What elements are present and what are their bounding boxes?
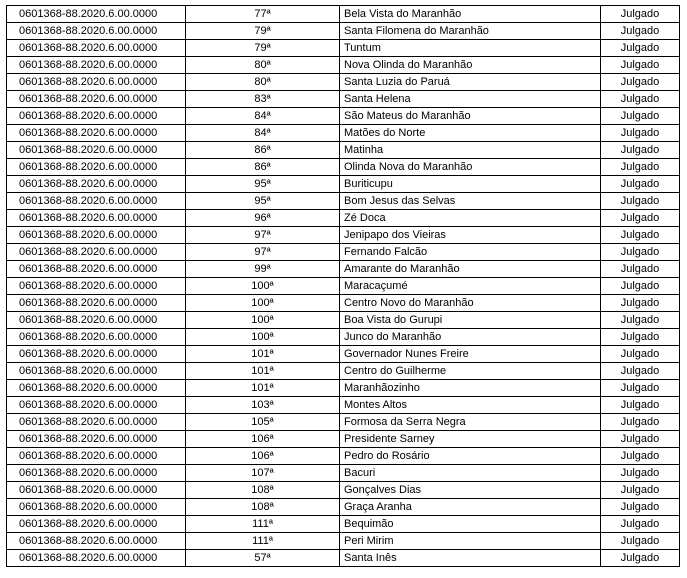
process-table	[6, 5, 680, 567]
status-cell: Julgado	[601, 23, 680, 40]
zone-cell: 100ª	[186, 278, 340, 295]
process-number-cell: 0601368-88.2020.6.00.0000	[7, 91, 186, 108]
zone-cell: 80ª	[186, 74, 340, 91]
process-number-cell: 0601368-88.2020.6.00.0000	[7, 142, 186, 159]
municipality-cell: Governador Nunes Freire	[340, 346, 601, 363]
municipality-cell: Centro Novo do Maranhão	[340, 295, 601, 312]
zone-cell: 101ª	[186, 380, 340, 397]
status-cell: Julgado	[601, 159, 680, 176]
municipality-cell: Amarante do Maranhão	[340, 261, 601, 278]
process-number-cell: 0601368-88.2020.6.00.0000	[7, 210, 186, 227]
status-cell: Julgado	[601, 448, 680, 465]
municipality-cell: Santa Helena	[340, 91, 601, 108]
process-table-container	[6, 5, 679, 567]
process-number-cell: 0601368-88.2020.6.00.0000	[7, 414, 186, 431]
municipality-cell: Bequimão	[340, 516, 601, 533]
status-cell: Julgado	[601, 91, 680, 108]
status-cell: Julgado	[601, 482, 680, 499]
status-cell: Julgado	[601, 74, 680, 91]
status-cell: Julgado	[601, 227, 680, 244]
table-row	[7, 431, 680, 448]
zone-cell: 95ª	[186, 193, 340, 210]
municipality-cell: Matinha	[340, 142, 601, 159]
municipality-cell: Matões do Norte	[340, 125, 601, 142]
municipality-cell: Bacuri	[340, 465, 601, 482]
process-number-cell: 0601368-88.2020.6.00.0000	[7, 278, 186, 295]
process-number-cell: 0601368-88.2020.6.00.0000	[7, 193, 186, 210]
table-row	[7, 193, 680, 210]
process-table-body	[7, 6, 680, 567]
status-cell: Julgado	[601, 550, 680, 567]
status-cell: Julgado	[601, 278, 680, 295]
table-row	[7, 6, 680, 23]
zone-cell: 80ª	[186, 57, 340, 74]
status-cell: Julgado	[601, 431, 680, 448]
process-number-cell: 0601368-88.2020.6.00.0000	[7, 431, 186, 448]
municipality-cell: Zé Doca	[340, 210, 601, 227]
zone-cell: 95ª	[186, 176, 340, 193]
process-number-cell: 0601368-88.2020.6.00.0000	[7, 329, 186, 346]
zone-cell: 108ª	[186, 482, 340, 499]
municipality-cell: Graça Aranha	[340, 499, 601, 516]
process-number-cell: 0601368-88.2020.6.00.0000	[7, 108, 186, 125]
table-row	[7, 57, 680, 74]
zone-cell: 100ª	[186, 329, 340, 346]
table-row	[7, 482, 680, 499]
municipality-cell: Maracaçumé	[340, 278, 601, 295]
municipality-cell: Jenipapo dos Vieiras	[340, 227, 601, 244]
status-cell: Julgado	[601, 312, 680, 329]
process-number-cell: 0601368-88.2020.6.00.0000	[7, 482, 186, 499]
status-cell: Julgado	[601, 210, 680, 227]
municipality-cell: Gonçalves Dias	[340, 482, 601, 499]
process-number-cell: 0601368-88.2020.6.00.0000	[7, 499, 186, 516]
status-cell: Julgado	[601, 346, 680, 363]
municipality-cell: Fernando Falcão	[340, 244, 601, 261]
zone-cell: 57ª	[186, 550, 340, 567]
table-row	[7, 533, 680, 550]
process-number-cell: 0601368-88.2020.6.00.0000	[7, 295, 186, 312]
municipality-cell: Montes Altos	[340, 397, 601, 414]
municipality-cell: São Mateus do Maranhão	[340, 108, 601, 125]
zone-cell: 83ª	[186, 91, 340, 108]
table-row	[7, 516, 680, 533]
table-row	[7, 346, 680, 363]
zone-cell: 101ª	[186, 346, 340, 363]
table-row	[7, 91, 680, 108]
zone-cell: 107ª	[186, 465, 340, 482]
zone-cell: 100ª	[186, 312, 340, 329]
municipality-cell: Junco do Maranhão	[340, 329, 601, 346]
process-number-cell: 0601368-88.2020.6.00.0000	[7, 380, 186, 397]
status-cell: Julgado	[601, 329, 680, 346]
status-cell: Julgado	[601, 57, 680, 74]
status-cell: Julgado	[601, 261, 680, 278]
process-number-cell: 0601368-88.2020.6.00.0000	[7, 23, 186, 40]
process-number-cell: 0601368-88.2020.6.00.0000	[7, 227, 186, 244]
zone-cell: 86ª	[186, 142, 340, 159]
process-number-cell: 0601368-88.2020.6.00.0000	[7, 363, 186, 380]
table-row	[7, 74, 680, 91]
status-cell: Julgado	[601, 125, 680, 142]
zone-cell: 79ª	[186, 40, 340, 57]
zone-cell: 108ª	[186, 499, 340, 516]
status-cell: Julgado	[601, 465, 680, 482]
municipality-cell: Bela Vista do Maranhão	[340, 6, 601, 23]
table-row	[7, 125, 680, 142]
municipality-cell: Santa Inês	[340, 550, 601, 567]
table-row	[7, 397, 680, 414]
status-cell: Julgado	[601, 363, 680, 380]
status-cell: Julgado	[601, 295, 680, 312]
table-row	[7, 176, 680, 193]
zone-cell: 97ª	[186, 227, 340, 244]
table-row	[7, 465, 680, 482]
table-row	[7, 278, 680, 295]
table-row	[7, 414, 680, 431]
table-row	[7, 23, 680, 40]
zone-cell: 111ª	[186, 516, 340, 533]
process-number-cell: 0601368-88.2020.6.00.0000	[7, 6, 186, 23]
zone-cell: 106ª	[186, 431, 340, 448]
status-cell: Julgado	[601, 499, 680, 516]
process-number-cell: 0601368-88.2020.6.00.0000	[7, 176, 186, 193]
municipality-cell: Formosa da Serra Negra	[340, 414, 601, 431]
zone-cell: 105ª	[186, 414, 340, 431]
zone-cell: 77ª	[186, 6, 340, 23]
table-row	[7, 550, 680, 567]
municipality-cell: Santa Filomena do Maranhão	[340, 23, 601, 40]
status-cell: Julgado	[601, 193, 680, 210]
municipality-cell: Tuntum	[340, 40, 601, 57]
process-number-cell: 0601368-88.2020.6.00.0000	[7, 261, 186, 278]
status-cell: Julgado	[601, 414, 680, 431]
table-row	[7, 108, 680, 125]
status-cell: Julgado	[601, 244, 680, 261]
process-number-cell: 0601368-88.2020.6.00.0000	[7, 244, 186, 261]
zone-cell: 100ª	[186, 295, 340, 312]
table-row	[7, 499, 680, 516]
status-cell: Julgado	[601, 380, 680, 397]
municipality-cell: Buriticupu	[340, 176, 601, 193]
process-number-cell: 0601368-88.2020.6.00.0000	[7, 312, 186, 329]
table-row	[7, 142, 680, 159]
process-number-cell: 0601368-88.2020.6.00.0000	[7, 533, 186, 550]
status-cell: Julgado	[601, 176, 680, 193]
process-number-cell: 0601368-88.2020.6.00.0000	[7, 516, 186, 533]
municipality-cell: Maranhãozinho	[340, 380, 601, 397]
process-number-cell: 0601368-88.2020.6.00.0000	[7, 159, 186, 176]
municipality-cell: Peri Mirim	[340, 533, 601, 550]
process-number-cell: 0601368-88.2020.6.00.0000	[7, 57, 186, 74]
process-number-cell: 0601368-88.2020.6.00.0000	[7, 448, 186, 465]
process-number-cell: 0601368-88.2020.6.00.0000	[7, 346, 186, 363]
status-cell: Julgado	[601, 142, 680, 159]
municipality-cell: Presidente Sarney	[340, 431, 601, 448]
municipality-cell: Boa Vista do Gurupi	[340, 312, 601, 329]
status-cell: Julgado	[601, 516, 680, 533]
process-number-cell: 0601368-88.2020.6.00.0000	[7, 550, 186, 567]
status-cell: Julgado	[601, 397, 680, 414]
municipality-cell: Nova Olinda do Maranhão	[340, 57, 601, 74]
table-row	[7, 210, 680, 227]
municipality-cell: Centro do Guilherme	[340, 363, 601, 380]
municipality-cell: Santa Luzia do Paruá	[340, 74, 601, 91]
zone-cell: 96ª	[186, 210, 340, 227]
zone-cell: 84ª	[186, 108, 340, 125]
table-row	[7, 380, 680, 397]
process-number-cell: 0601368-88.2020.6.00.0000	[7, 465, 186, 482]
zone-cell: 79ª	[186, 23, 340, 40]
table-row	[7, 295, 680, 312]
process-number-cell: 0601368-88.2020.6.00.0000	[7, 125, 186, 142]
table-row	[7, 448, 680, 465]
municipality-cell: Bom Jesus das Selvas	[340, 193, 601, 210]
table-row	[7, 329, 680, 346]
zone-cell: 97ª	[186, 244, 340, 261]
process-number-cell: 0601368-88.2020.6.00.0000	[7, 397, 186, 414]
zone-cell: 99ª	[186, 261, 340, 278]
zone-cell: 106ª	[186, 448, 340, 465]
table-row	[7, 261, 680, 278]
table-row	[7, 244, 680, 261]
table-row	[7, 363, 680, 380]
status-cell: Julgado	[601, 6, 680, 23]
process-number-cell: 0601368-88.2020.6.00.0000	[7, 74, 186, 91]
status-cell: Julgado	[601, 108, 680, 125]
zone-cell: 86ª	[186, 159, 340, 176]
zone-cell: 103ª	[186, 397, 340, 414]
table-row	[7, 40, 680, 57]
zone-cell: 84ª	[186, 125, 340, 142]
municipality-cell: Olinda Nova do Maranhão	[340, 159, 601, 176]
process-number-cell: 0601368-88.2020.6.00.0000	[7, 40, 186, 57]
status-cell: Julgado	[601, 533, 680, 550]
municipality-cell: Pedro do Rosário	[340, 448, 601, 465]
status-cell: Julgado	[601, 40, 680, 57]
zone-cell: 111ª	[186, 533, 340, 550]
table-row	[7, 159, 680, 176]
table-row	[7, 227, 680, 244]
table-row	[7, 312, 680, 329]
zone-cell: 101ª	[186, 363, 340, 380]
